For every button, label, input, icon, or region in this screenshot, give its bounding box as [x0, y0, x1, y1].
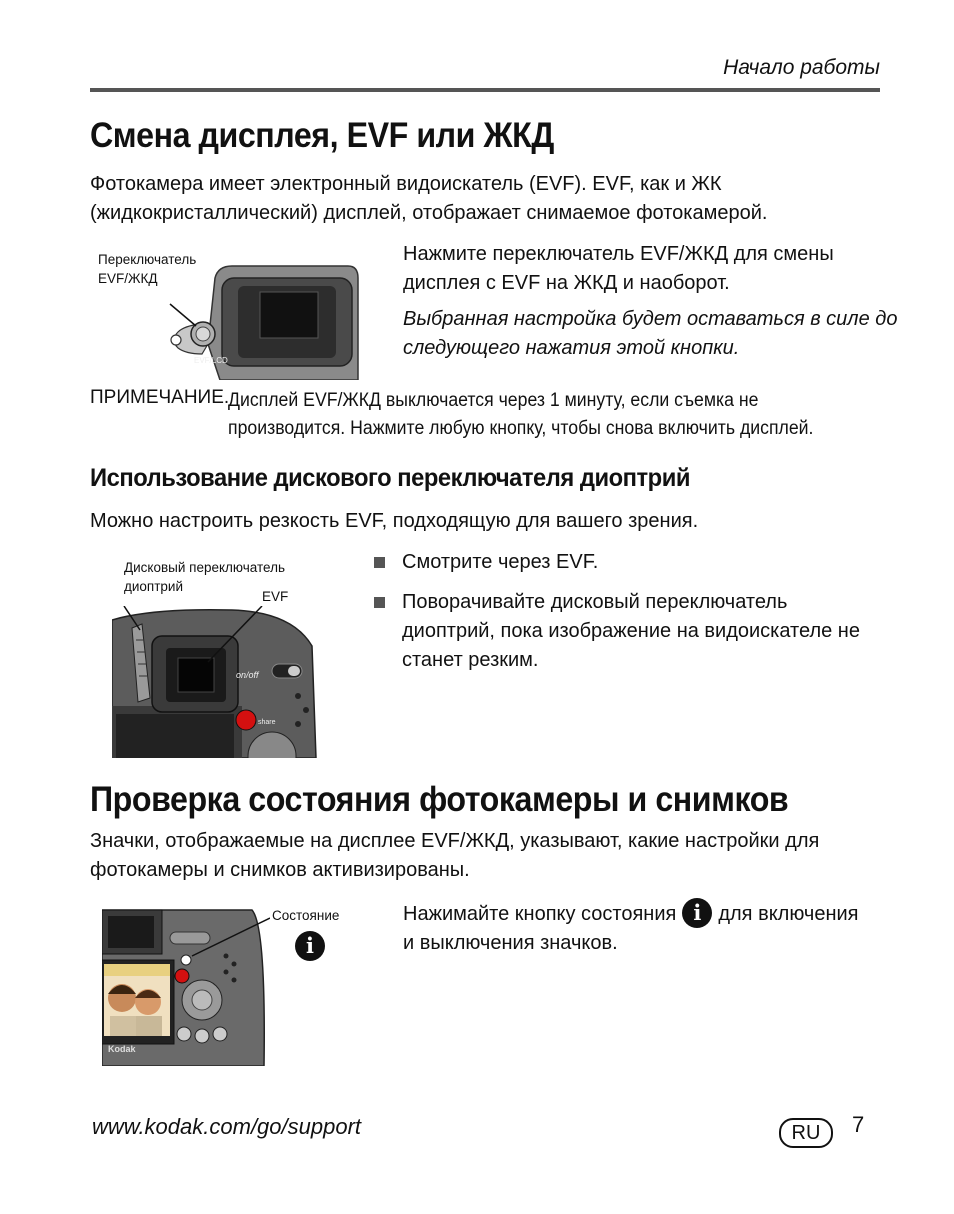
evf-switch-instruction-line1: Нажмите переключатель EVF/ЖКД для смены	[403, 243, 834, 265]
section1-intro-line2: (жидкокристаллический) дисплей, отображает снимаемое фотокамерой.	[90, 202, 768, 224]
page-number: 7	[852, 1112, 865, 1137]
list-item	[372, 548, 882, 577]
bullet2-line1: Поворачивайте дисковый переключатель	[402, 591, 788, 613]
evf-switch-instruction	[403, 240, 834, 298]
status-instruction-line2: и выключения значков.	[403, 932, 618, 954]
bullet2-line3: станет резким.	[402, 649, 539, 671]
status-text-before-icon: Нажимайте кнопку состояния	[403, 903, 677, 925]
diopter-caption	[124, 558, 285, 596]
section-title-display-switch: Смена дисплея, EVF или ЖКД	[90, 116, 554, 155]
diopter-steps-list	[372, 548, 882, 686]
running-header: Начало работы	[723, 56, 880, 79]
evf-lcd-button-label: EVF/LCD	[194, 356, 228, 365]
note-text	[228, 387, 823, 443]
note-line2: производится. Нажмите любую кнопку, чтобы снова включить дисплей.	[228, 418, 814, 439]
evf-switch-caption-line1: Переключатель	[98, 252, 197, 267]
header-divider	[90, 88, 880, 92]
section1-intro	[90, 170, 880, 228]
section3-intro-line2: фотокамеры и снимков активизированы.	[90, 859, 470, 881]
on-off-label: on/off	[236, 670, 259, 680]
info-icon: i	[295, 931, 325, 961]
evf-caption: EVF	[262, 589, 289, 604]
evf-switch-caption-line2: EVF/ЖКД	[98, 271, 158, 286]
evf-switch-instruction-line2: дисплея с EVF на ЖКД и наоборот.	[403, 272, 730, 294]
diopter-caption-line1: Дисковый переключатель	[124, 560, 286, 575]
evf-switch-italic-note	[403, 305, 897, 363]
evf-camera-illustration	[160, 262, 360, 380]
section1-intro-line1: Фотокамера имеет электронный видоискатель (EVF). EVF, как и ЖК	[90, 173, 722, 195]
bullet-square-icon	[374, 597, 385, 608]
section3-intro	[90, 827, 880, 885]
status-camera-illustration	[102, 906, 270, 1066]
bullet-square-icon	[374, 557, 385, 568]
bullet2-line2: диоптрий, пока изображение на видоискателе не	[402, 620, 860, 642]
section-title-diopter: Использование дискового переключателя диоптрий	[90, 464, 690, 492]
evf-switch-italic-line1: Выбранная настройка будет оставаться в силе до	[403, 308, 898, 330]
status-instruction-line1	[403, 900, 883, 929]
status-text-after-icon: для включения	[718, 903, 859, 925]
bullet1-line1: Смотрите через EVF.	[402, 551, 599, 573]
status-instruction	[403, 900, 883, 958]
share-label: share	[258, 719, 276, 726]
language-badge: RU	[779, 1118, 833, 1148]
kodak-logo: Kodak	[108, 1044, 136, 1054]
evf-switch-italic-line2: следующего нажатия этой кнопки.	[403, 337, 740, 359]
support-url: www.kodak.com/go/support	[92, 1114, 362, 1139]
section2-intro: Можно настроить резкость EVF, подходящую для вашего зрения.	[90, 510, 699, 532]
section3-intro-line1: Значки, отображаемые на дисплее EVF/ЖКД, указывают, какие настройки для	[90, 830, 820, 852]
diopter-caption-line2: диоптрий	[124, 579, 184, 594]
info-icon: i	[682, 898, 712, 928]
list-item	[372, 588, 882, 675]
note-line1: Дисплей EVF/ЖКД выключается через 1 минуту, если съемка не	[228, 390, 759, 411]
note-label: ПРИМЕЧАНИЕ.	[90, 387, 230, 408]
status-caption: Состояние	[272, 908, 340, 923]
section-title-status-check: Проверка состояния фотокамеры и снимков	[90, 780, 789, 819]
diopter-camera-illustration	[112, 606, 318, 758]
